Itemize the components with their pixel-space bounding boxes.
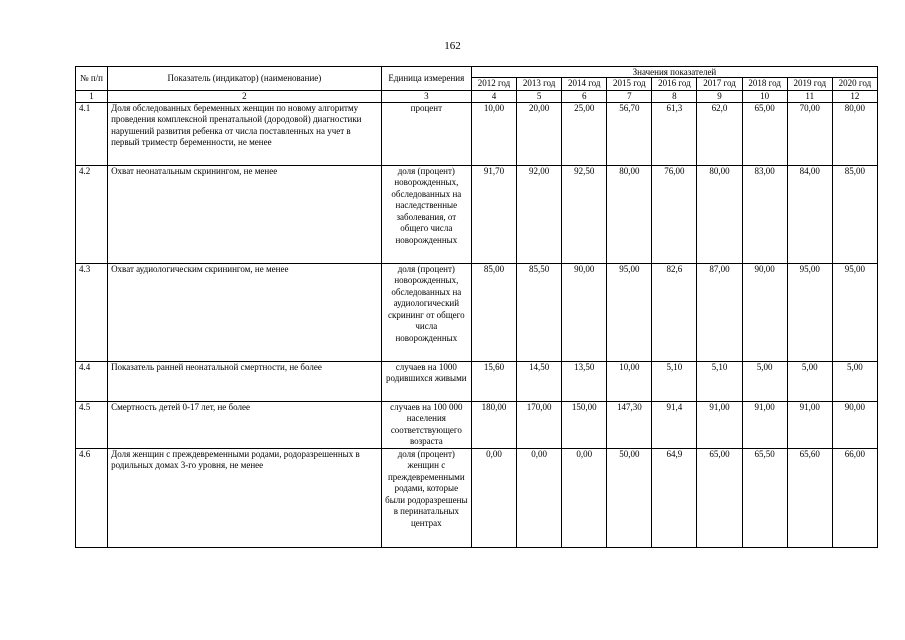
table-row <box>76 165 878 263</box>
unit-cell: процент <box>381 102 471 165</box>
indicator-name: Охват неонатальным скринингом, не менее <box>108 165 382 263</box>
indicator-name: Показатель ранней неонатальной смертности, не более <box>108 361 382 401</box>
value-cell: 65,00 <box>697 448 742 547</box>
year-header: 2014 год <box>562 78 607 91</box>
year-header: 2017 год <box>697 78 742 91</box>
value-cell: 5,00 <box>787 361 832 401</box>
value-cell: 90,00 <box>562 263 607 361</box>
column-number: 3 <box>381 90 471 102</box>
column-number: 12 <box>832 90 877 102</box>
value-cell: 85,50 <box>517 263 562 361</box>
value-cell: 14,50 <box>517 361 562 401</box>
year-header: 2016 год <box>652 78 697 91</box>
year-header: 2015 год <box>607 78 652 91</box>
value-cell: 92,00 <box>517 165 562 263</box>
value-cell: 20,00 <box>517 102 562 165</box>
header-indicator: Показатель (индикатор) (наименование) <box>108 67 382 91</box>
value-cell: 13,50 <box>562 361 607 401</box>
value-cell: 0,00 <box>517 448 562 547</box>
value-cell: 10,00 <box>607 361 652 401</box>
value-cell: 70,00 <box>787 102 832 165</box>
row-number: 4.2 <box>76 165 108 263</box>
value-cell: 56,70 <box>607 102 652 165</box>
row-number: 4.5 <box>76 401 108 448</box>
column-number: 5 <box>517 90 562 102</box>
value-cell: 91,00 <box>697 401 742 448</box>
value-cell: 90,00 <box>742 263 787 361</box>
value-cell: 62,0 <box>697 102 742 165</box>
column-number: 4 <box>471 90 516 102</box>
value-cell: 64,9 <box>652 448 697 547</box>
value-cell: 10,00 <box>471 102 516 165</box>
value-cell: 91,70 <box>471 165 516 263</box>
table-row <box>76 102 878 165</box>
value-cell: 5,10 <box>697 361 742 401</box>
value-cell: 0,00 <box>562 448 607 547</box>
unit-cell: случаев на 100 000 населения соответствующего возраста <box>381 401 471 448</box>
column-number: 9 <box>697 90 742 102</box>
column-number: 1 <box>76 90 108 102</box>
column-number: 2 <box>108 90 382 102</box>
value-cell: 65,50 <box>742 448 787 547</box>
row-number: 4.6 <box>76 448 108 547</box>
value-cell: 95,00 <box>832 263 877 361</box>
header-values: Значения показателей <box>471 67 877 78</box>
value-cell: 5,00 <box>742 361 787 401</box>
table-row <box>76 361 878 401</box>
indicator-name: Смертность детей 0-17 лет, не более <box>108 401 382 448</box>
column-numbers-row <box>76 90 878 102</box>
value-cell: 92,50 <box>562 165 607 263</box>
indicator-name: Доля обследованных беременных женщин по новому алгоритму проведения комплексной пренатальной (дородовой) диагностики нарушений развития ребенка от числа поставленных на учет в первый триместр беременности, не менее <box>108 102 382 165</box>
table-row <box>76 401 878 448</box>
unit-cell: доля (процент) новорожденных, обследованных на аудиологический скрининг от общего числа новорожденных <box>381 263 471 361</box>
header-row <box>76 67 878 78</box>
value-cell: 87,00 <box>697 263 742 361</box>
value-cell: 91,00 <box>742 401 787 448</box>
table-row <box>76 448 878 547</box>
indicator-name: Доля женщин с преждевременными родами, родоразрешенных в родильных домах 3-го уровня, не менее <box>108 448 382 547</box>
value-cell: 5,00 <box>832 361 877 401</box>
row-number: 4.4 <box>76 361 108 401</box>
value-cell: 80,00 <box>832 102 877 165</box>
value-cell: 80,00 <box>607 165 652 263</box>
unit-cell: случаев на 1000 родившихся живыми <box>381 361 471 401</box>
value-cell: 95,00 <box>607 263 652 361</box>
column-number: 11 <box>787 90 832 102</box>
row-number: 4.3 <box>76 263 108 361</box>
value-cell: 85,00 <box>832 165 877 263</box>
value-cell: 15,60 <box>471 361 516 401</box>
value-cell: 65,00 <box>742 102 787 165</box>
value-cell: 5,10 <box>652 361 697 401</box>
table-body <box>76 102 878 547</box>
value-cell: 91,00 <box>787 401 832 448</box>
value-cell: 84,00 <box>787 165 832 263</box>
value-cell: 91,4 <box>652 401 697 448</box>
header-unit: Единица измерения <box>381 67 471 91</box>
value-cell: 80,00 <box>697 165 742 263</box>
year-header: 2019 год <box>787 78 832 91</box>
indicators-table <box>75 66 878 548</box>
value-cell: 170,00 <box>517 401 562 448</box>
column-number: 10 <box>742 90 787 102</box>
year-header: 2018 год <box>742 78 787 91</box>
column-number: 6 <box>562 90 607 102</box>
table-row <box>76 263 878 361</box>
value-cell: 85,00 <box>471 263 516 361</box>
year-header: 2013 год <box>517 78 562 91</box>
unit-cell: доля (процент) женщин с преждевременными родами, которые были родоразрешены в перинатальных центрах <box>381 448 471 547</box>
unit-cell: доля (процент) новорожденных, обследованных на наследственные заболевания, от общего числа новорожденных <box>381 165 471 263</box>
indicator-name: Охват аудиологическим скринингом, не менее <box>108 263 382 361</box>
value-cell: 25,00 <box>562 102 607 165</box>
year-header: 2020 год <box>832 78 877 91</box>
value-cell: 66,00 <box>832 448 877 547</box>
value-cell: 76,00 <box>652 165 697 263</box>
value-cell: 95,00 <box>787 263 832 361</box>
value-cell: 50,00 <box>607 448 652 547</box>
value-cell: 147,30 <box>607 401 652 448</box>
value-cell: 65,60 <box>787 448 832 547</box>
value-cell: 180,00 <box>471 401 516 448</box>
header-num: № п/п <box>76 67 108 91</box>
year-header: 2012 год <box>471 78 516 91</box>
column-number: 8 <box>652 90 697 102</box>
value-cell: 61,3 <box>652 102 697 165</box>
value-cell: 83,00 <box>742 165 787 263</box>
column-number: 7 <box>607 90 652 102</box>
value-cell: 90,00 <box>832 401 877 448</box>
value-cell: 150,00 <box>562 401 607 448</box>
value-cell: 82,6 <box>652 263 697 361</box>
page-number: 162 <box>444 40 461 52</box>
row-number: 4.1 <box>76 102 108 165</box>
value-cell: 0,00 <box>471 448 516 547</box>
